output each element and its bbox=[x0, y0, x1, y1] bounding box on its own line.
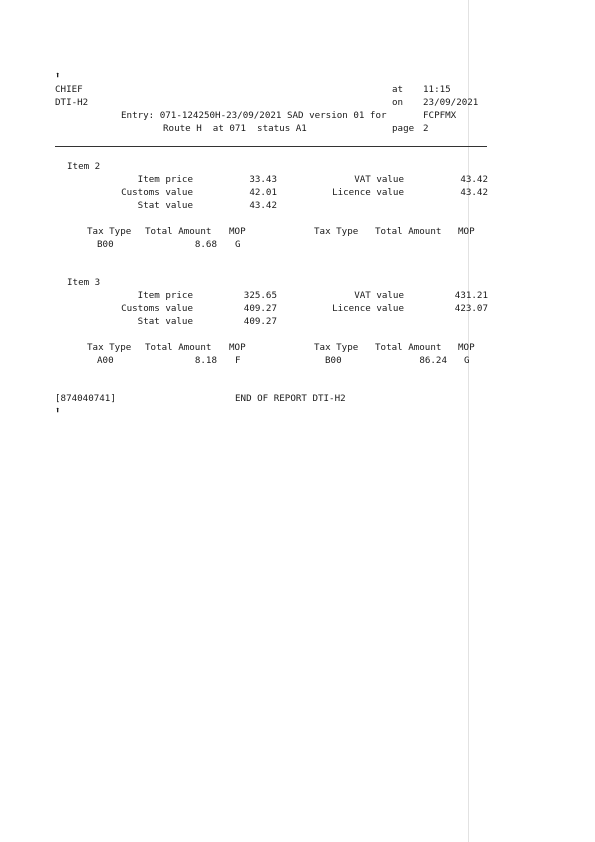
item-title: Item 3 bbox=[67, 277, 101, 288]
vat-value: 43.42 bbox=[460, 174, 488, 185]
tax-type-header: Tax Type bbox=[314, 342, 359, 353]
tax-mop-cell: G bbox=[235, 239, 241, 250]
tax-type-cell: B00 bbox=[325, 355, 342, 366]
item-price-label: Item price bbox=[137, 290, 193, 301]
page-number: 2 bbox=[423, 123, 429, 134]
at-label: at bbox=[392, 84, 404, 95]
page-edge-line bbox=[468, 0, 469, 842]
entry-line: Entry: 071-124250H-23/09/2021 SAD version 01 for bbox=[121, 110, 387, 121]
item-price-value: 33.43 bbox=[249, 174, 277, 185]
customs-value-label: Customs value bbox=[121, 187, 193, 198]
vat-value-label: VAT value bbox=[354, 290, 404, 301]
on-label: on bbox=[392, 97, 404, 108]
arrow-up-icon: ⬆ bbox=[55, 71, 61, 81]
total-amount-header: Total Amount bbox=[145, 226, 212, 237]
vat-value: 431.21 bbox=[454, 290, 488, 301]
licence-value: 43.42 bbox=[460, 187, 488, 198]
stat-value-label: Stat value bbox=[137, 316, 193, 327]
entry-for: FCPFMX bbox=[423, 110, 457, 121]
mop-header: MOP bbox=[229, 342, 246, 353]
stat-value: 43.42 bbox=[249, 200, 277, 211]
stat-value: 409.27 bbox=[243, 316, 277, 327]
page-label: page bbox=[392, 123, 415, 134]
tax-mop-cell: G bbox=[464, 355, 470, 366]
total-amount-header: Total Amount bbox=[375, 226, 442, 237]
vat-value-label: VAT value bbox=[354, 174, 404, 185]
customs-value-label: Customs value bbox=[121, 303, 193, 314]
header-divider bbox=[55, 146, 487, 147]
tax-mop-cell: F bbox=[235, 355, 241, 366]
item-title: Item 2 bbox=[67, 161, 101, 172]
end-of-report: END OF REPORT DTI-H2 bbox=[235, 393, 346, 404]
tax-amount-cell: 8.18 bbox=[194, 355, 217, 366]
customs-value: 42.01 bbox=[249, 187, 277, 198]
mop-header: MOP bbox=[458, 342, 475, 353]
mop-header: MOP bbox=[458, 226, 475, 237]
licence-value: 423.07 bbox=[454, 303, 488, 314]
item-price-value: 325.65 bbox=[243, 290, 277, 301]
tax-type-header: Tax Type bbox=[314, 226, 359, 237]
licence-value-label: Licence value bbox=[332, 303, 404, 314]
tax-type-cell: A00 bbox=[97, 355, 114, 366]
mop-header: MOP bbox=[229, 226, 246, 237]
item-price-label: Item price bbox=[137, 174, 193, 185]
total-amount-header: Total Amount bbox=[145, 342, 212, 353]
tax-amount-cell: 8.68 bbox=[194, 239, 217, 250]
tax-type-header: Tax Type bbox=[87, 226, 132, 237]
tax-type-header: Tax Type bbox=[87, 342, 132, 353]
route-line: Route H at 071 status A1 bbox=[163, 123, 307, 134]
tax-type-cell: B00 bbox=[97, 239, 114, 250]
customs-value: 409.27 bbox=[243, 303, 277, 314]
report-time: 11:15 bbox=[423, 84, 451, 95]
report-date: 23/09/2021 bbox=[423, 97, 479, 108]
report-reference: [874040741] bbox=[55, 393, 116, 404]
arrow-up-icon: ⬆ bbox=[55, 406, 61, 416]
licence-value-label: Licence value bbox=[332, 187, 404, 198]
total-amount-header: Total Amount bbox=[375, 342, 442, 353]
report-code: DTI-H2 bbox=[55, 97, 89, 108]
stat-value-label: Stat value bbox=[137, 200, 193, 211]
system-name: CHIEF bbox=[55, 84, 83, 95]
tax-amount-cell: 86.24 bbox=[419, 355, 447, 366]
